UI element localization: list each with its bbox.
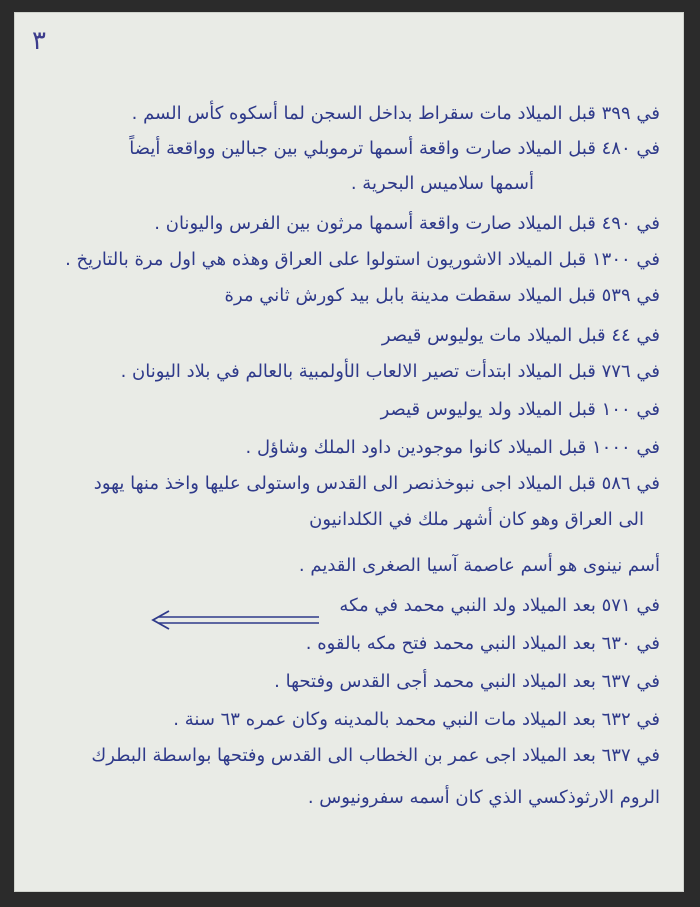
text-line: في ٤٨٠ قبل الميلاد صارت واقعة أسمها ترموبلي بين جبالين وواقعة أيضاً bbox=[129, 138, 660, 159]
text-line: أسمها سلاميس البحرية . bbox=[350, 173, 534, 194]
text-line: الروم الارثوذكسي الذي كان أسمه سفرونيوس . bbox=[307, 787, 660, 808]
text-line: في ٦٣٢ بعد الميلاد مات النبي محمد بالمدينه وكان عمره ٦٣ سنة . bbox=[173, 709, 660, 730]
text-line: في ١٠٠٠ قبل الميلاد كانوا موجودين داود الملك وشاؤل . bbox=[245, 437, 660, 458]
text-line: في ٥٣٩ قبل الميلاد سقطت مدينة بابل بيد كورش ثاني مرة bbox=[224, 285, 660, 306]
text-line: في ٦٣٧ بعد الميلاد اجى عمر بن الخطاب الى القدس وفتحها بواسطة البطرك bbox=[91, 745, 660, 766]
text-line: في ٤٩٠ قبل الميلاد صارت واقعة أسمها مرثون بين الفرس واليونان . bbox=[154, 213, 660, 234]
handwritten-page bbox=[14, 12, 684, 892]
text-line: في ٥٨٦ قبل الميلاد اجى نبوخذنصر الى القدس واستولى عليها واخذ منها يهود bbox=[93, 473, 660, 494]
text-line: في ٥٧١ بعد الميلاد ولد النبي محمد في مكه bbox=[339, 595, 660, 616]
text-line: الى العراق وهو كان أشهر ملك في الكلدانيون bbox=[309, 509, 644, 530]
text-line: في ٧٧٦ قبل الميلاد ابتدأت تصير الالعاب الأولمبية بالعالم في بلاد اليونان . bbox=[120, 361, 660, 382]
text-line: في ١٣٠٠ قبل الميلاد الاشوريون استولوا على العراق وهذه هي اول مرة بالتاريخ . bbox=[65, 249, 660, 270]
page-number: ٣ bbox=[32, 26, 46, 56]
text-line: في ٦٣٧ بعد الميلاد النبي محمد أجى القدس وفتحها . bbox=[274, 671, 660, 692]
left-arrow-icon bbox=[149, 610, 324, 630]
text-line: في ٣٩٩ قبل الميلاد مات سقراط بداخل السجن لما أسكوه كأس السم . bbox=[131, 103, 660, 124]
text-line: في ١٠٠ قبل الميلاد ولد يوليوس قيصر bbox=[380, 399, 660, 420]
text-line: أسم نينوى هو أسم عاصمة آسيا الصغرى القديم . bbox=[298, 555, 660, 576]
text-line: في ٦٣٠ بعد الميلاد النبي محمد فتح مكه بالقوه . bbox=[305, 633, 660, 654]
text-line: في ٤٤ قبل الميلاد مات يوليوس قيصر bbox=[381, 325, 660, 346]
